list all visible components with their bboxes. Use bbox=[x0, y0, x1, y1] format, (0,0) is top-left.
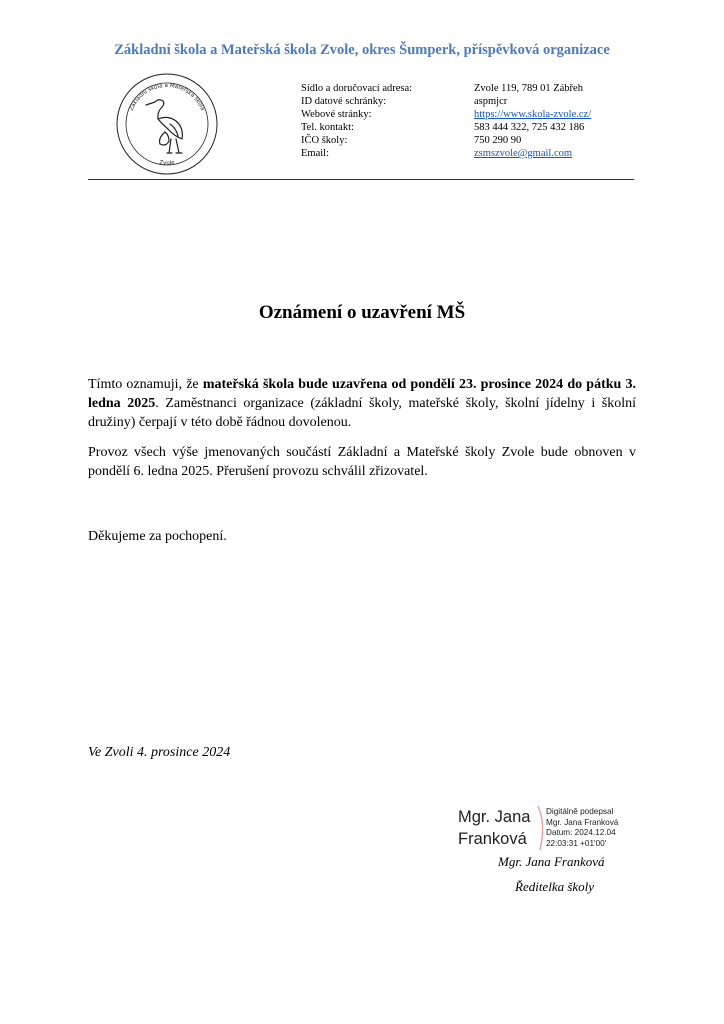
signature-detail-line: Datum: 2024.12.04 bbox=[546, 828, 616, 837]
logo-ring-text-top: Základní škola a Mateřská škola bbox=[128, 82, 206, 112]
signer-role: Ředitelka školy bbox=[515, 879, 595, 894]
place-and-date: Ve Zvoli 4. prosince 2024 bbox=[88, 745, 231, 760]
contact-label: Webové stránky: bbox=[301, 109, 372, 120]
paragraph-intro: Tímto oznamuji, že bbox=[88, 377, 203, 392]
contact-row-data-box bbox=[301, 95, 631, 108]
contact-label: Sídlo a doručovací adresa: bbox=[301, 83, 413, 94]
contact-row-email bbox=[301, 147, 631, 160]
header-divider bbox=[88, 179, 634, 180]
paragraph-reopening: Provoz všech výše jmenovaných součástí Základní a Mateřské školy Zvole bude obnoven v pondělí 6. ledna 2025. Přerušení provozu schválil zřizovatel. bbox=[88, 445, 636, 479]
contact-info bbox=[301, 82, 631, 160]
logo-ring-text-bottom: Zvole bbox=[158, 159, 176, 167]
contact-row-phone bbox=[301, 121, 631, 134]
contact-row-ico bbox=[301, 134, 631, 147]
paragraph-closure bbox=[88, 375, 636, 432]
contact-label: Email: bbox=[301, 148, 329, 159]
signature-name-line1: Mgr. Jana bbox=[458, 808, 531, 826]
paragraph-thanks: Děkujeme za pochopení. bbox=[88, 529, 227, 544]
contact-label: ID datové schránky: bbox=[301, 96, 387, 107]
signature-detail-line: Mgr. Jana Franková bbox=[546, 817, 619, 827]
contact-value: 583 444 322, 725 432 186 bbox=[474, 122, 585, 133]
signature-detail-line: Digitálně podepsal bbox=[546, 807, 614, 816]
digital-signature-details bbox=[546, 807, 618, 849]
signature-detail-line: 22:03:31 +01'00' bbox=[546, 838, 607, 848]
contact-value: 750 290 90 bbox=[474, 135, 522, 146]
school-logo bbox=[115, 72, 219, 176]
svg-text:Základní škola a Mateřská škol bbox=[129, 83, 206, 112]
contact-value: aspmjcr bbox=[474, 96, 508, 107]
svg-text:Zvole bbox=[159, 160, 176, 167]
paragraph-closure-dates: mateřská škola bude uzavřena od pondělí 23. prosince 2024 do pátku 3. ledna 2025 bbox=[88, 377, 637, 411]
organization-name: Základní škola a Mateřská škola Zvole, okres Šumperk, příspěvková organizace bbox=[114, 42, 610, 58]
paragraph-rest: . Zaměstnanci organizace (základní školy, mateřské školy, školní jídelny i školní družiny) čerpají v této době řádnou dovolenou. bbox=[88, 396, 636, 430]
contact-row-website bbox=[301, 108, 631, 121]
website-link[interactable]: https://www.skola-zvole.cz/ bbox=[474, 109, 592, 120]
document-title: Oznámení o uzavření MŠ bbox=[258, 302, 466, 323]
contact-row-address bbox=[301, 82, 631, 95]
digital-signature-name bbox=[458, 806, 530, 850]
email-link[interactable]: zsmszvole@gmail.com bbox=[474, 148, 573, 159]
signature-name-line2: Franková bbox=[458, 830, 527, 848]
stork-icon bbox=[146, 100, 182, 153]
signer-name: Mgr. Jana Franková bbox=[498, 854, 605, 869]
contact-label: Tel. kontakt: bbox=[301, 122, 354, 133]
contact-label: IČO školy: bbox=[301, 135, 348, 146]
contact-value: Zvole 119, 789 01 Zábřeh bbox=[474, 83, 583, 94]
